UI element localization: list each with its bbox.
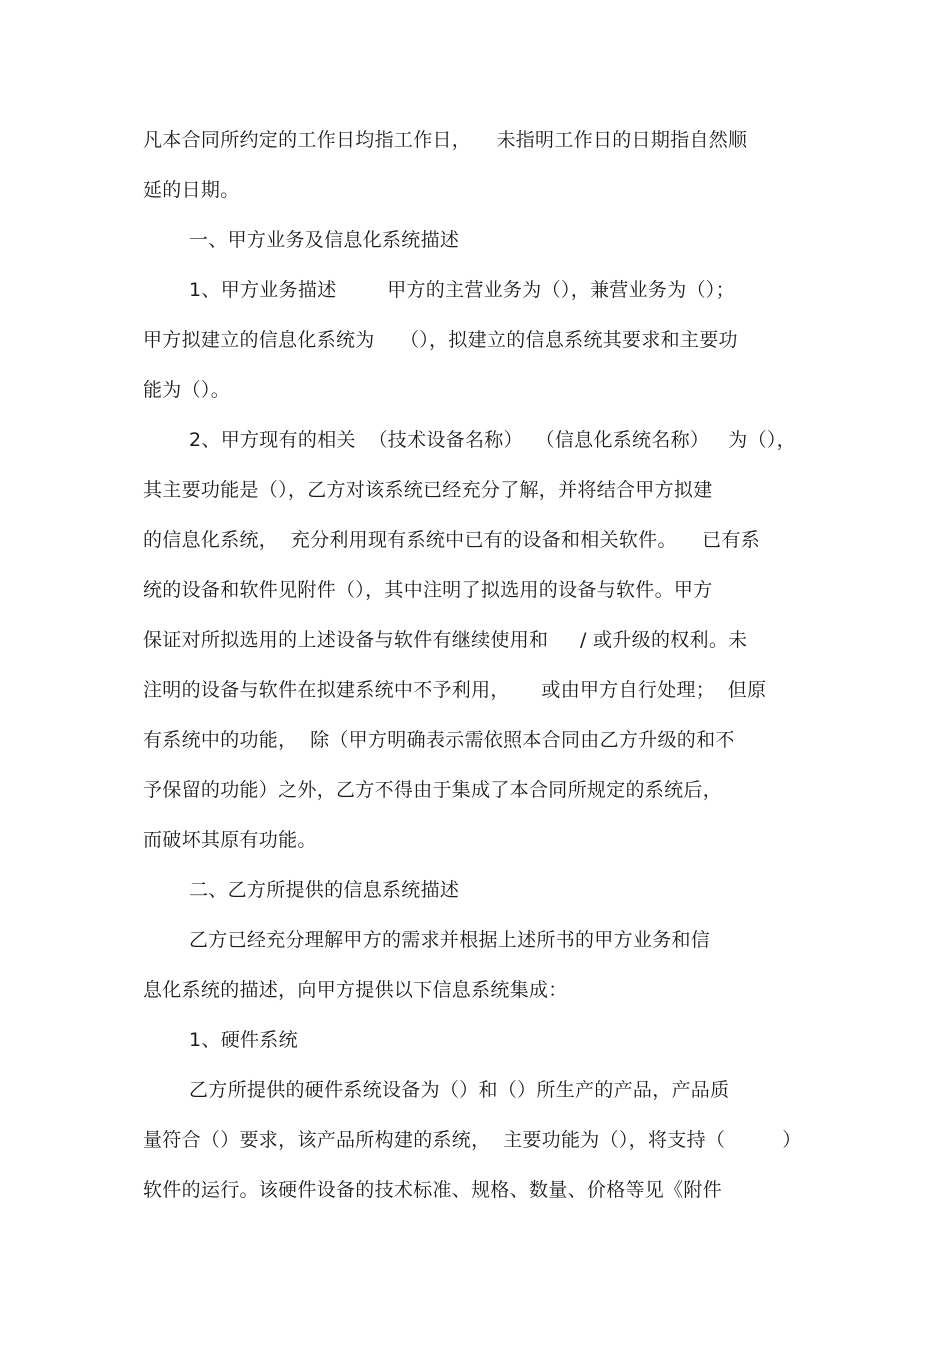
body-text-line: 量符合（）要求，该产品所构建的系统， 主要功能为（），将支持（ ） <box>143 1129 802 1151</box>
body-text-line: 息化系统的描述，向甲方提供以下信息系统集成： <box>143 979 568 1001</box>
body-text-line: 予保留的功能）之外，乙方不得由于集成了本合同所规定的系统后， <box>143 779 723 801</box>
body-text-line: 软件的运行。该硬件设备的技术标准、规格、数量、价格等见《附件 <box>143 1179 723 1201</box>
body-text-line: 乙方已经充分理解甲方的需求并根据上述所书的甲方业务和信 <box>189 929 711 951</box>
section-heading: 二、乙方所提供的信息系统描述 <box>189 879 460 901</box>
body-text-line: 能为（）。 <box>143 379 231 401</box>
body-text-line: 的信息化系统， 充分利用现有系统中已有的设备和相关软件。 已有系 <box>143 529 761 551</box>
section-heading: 一、甲方业务及信息化系统描述 <box>189 229 460 251</box>
body-text-line: 而破坏其原有功能。 <box>143 829 317 851</box>
body-text-line: 凡本合同所约定的工作日均指工作日， 未指明工作日的日期指自然顺 <box>143 129 748 151</box>
body-text-line: 注明的设备与软件在拟建系统中不予利用， 或由甲方自行处理； 但原 <box>143 679 767 701</box>
body-text-line: 统的设备和软件见附件（），其中注明了拟选用的设备与软件。甲方 <box>143 579 713 601</box>
body-text-line: 甲方拟建立的信息化系统为 （），拟建立的信息系统其要求和主要功 <box>143 329 738 351</box>
body-text-line: 1、甲方业务描述 甲方的主营业务为（），兼营业务为（）； <box>189 279 735 301</box>
body-text-line: 其主要功能是（），乙方对该系统已经充分了解，并将结合甲方拟建 <box>143 479 713 501</box>
body-text-line: 保证对所拟选用的上述设备与软件有继续使用和 / 或升级的权利。未 <box>143 629 748 651</box>
body-text-line: 有系统中的功能， 除（甲方明确表示需依照本合同由乙方升级的和不 <box>143 729 735 751</box>
subsection-heading: 1、硬件系统 <box>189 1029 298 1051</box>
body-text-line: 延的日期。 <box>143 179 240 201</box>
body-text-line: 2、甲方现有的相关 （技术设备名称） （信息化系统名称） 为（）， <box>189 429 796 451</box>
body-text-line: 乙方所提供的硬件系统设备为（）和（）所生产的产品，产品质 <box>189 1079 730 1101</box>
